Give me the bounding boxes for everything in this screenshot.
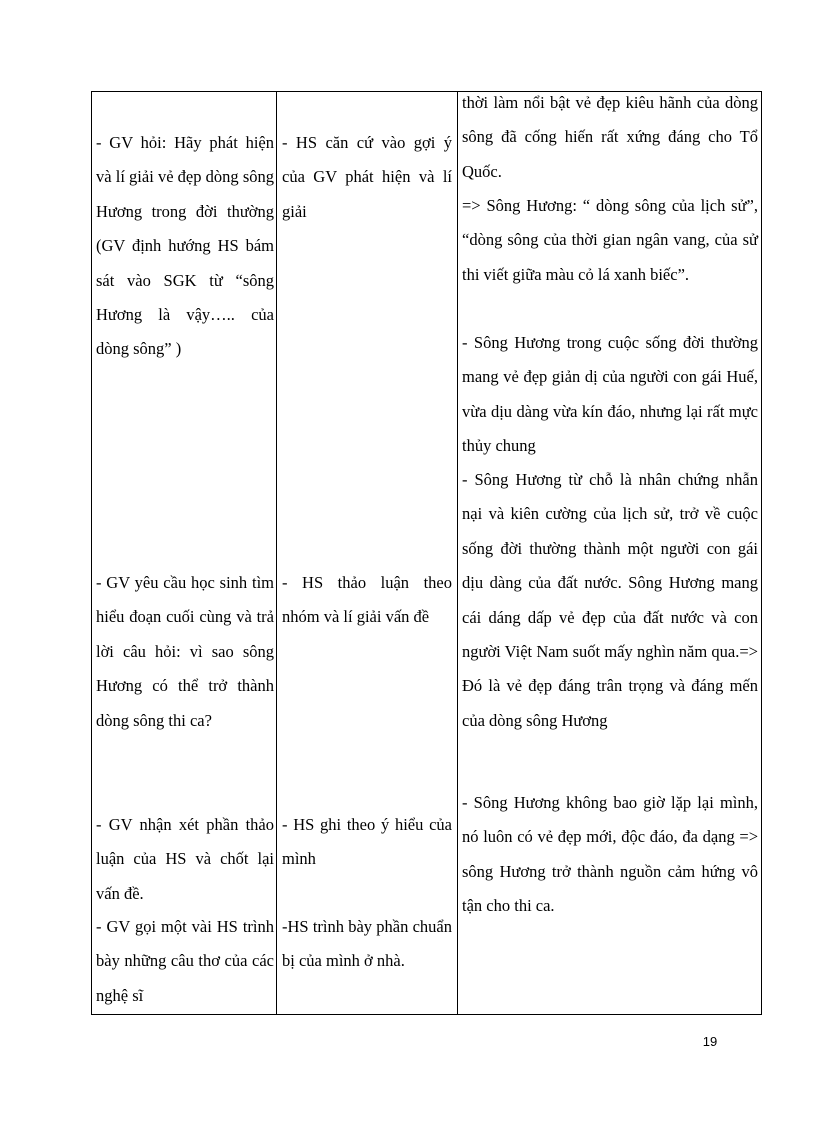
teacher-activity-2: - GV yêu cầu học sinh tìm hiểu đoạn cuối cùng và trả lời câu hỏi: vì sao sông Hương có thể trở thành dòng sông thi ca? <box>96 573 274 730</box>
content-paragraph-2: => Sông Hương: “ dòng sông của lịch sử”, “dòng sông của thời gian ngân vang, của sử thi viết giữa màu cỏ lá xanh biếc”. <box>462 196 758 284</box>
content-paragraph-3: - Sông Hương trong cuộc sống đời thường mang vẻ đẹp giản dị của người con gái Huế, vừa dịu dàng vừa kín đáo, nhưng lại rất mực thủy chung <box>462 333 758 456</box>
lesson-table <box>91 91 762 1015</box>
content-paragraph-4: - Sông Hương từ chỗ là nhân chứng nhẫn nại và kiên cường của lịch sử, trở về cuộc sống đời thường thành một người con gái dịu dàng của đất nước. Sông Hương mang cái dáng dấp vẻ đẹp của đất nước và con người Việt Nam suốt mấy nghìn năm qua.=> Đó là vẻ đẹp đáng trân trọng và đáng mến của dòng sông Hương <box>462 470 758 730</box>
student-activity-1: - HS căn cứ vào gợi ý của GV phát hiện và lí giải <box>282 133 452 221</box>
teacher-activity-3: - GV nhận xét phần thảo luận của HS và chốt lại vấn đề. <box>96 815 274 903</box>
page-number: 19 <box>702 1034 718 1049</box>
teacher-activity-1: - GV hỏi: Hãy phát hiện và lí giải vẻ đẹp dòng sông Hương trong đời thường (GV định hướng HS bám sát vào SGK từ “sông Hương là vậy….. của dòng sông” ) <box>96 133 274 359</box>
content-paragraph-5: - Sông Hương không bao giờ lặp lại mình, nó luôn có vẻ đẹp mới, độc đáo, đa dạng => sông Hương trở thành nguồn cảm hứng vô tận cho thi ca. <box>462 793 758 916</box>
student-activity-3: - HS ghi theo ý hiểu của mình <box>282 815 452 869</box>
student-activity-2: - HS thảo luận theo nhóm và lí giải vấn đề <box>282 573 452 627</box>
teacher-activity-4: - GV gọi một vài HS trình bày những câu thơ của các nghệ sĩ <box>96 917 274 1005</box>
student-activity-4: -HS trình bày phần chuẩn bị của mình ở nhà. <box>282 917 452 971</box>
column-divider-2 <box>457 92 458 1014</box>
content-paragraph-1: thời làm nổi bật vẻ đẹp kiêu hãnh của dòng sông đã cống hiến rất xứng đáng cho Tổ Quốc. <box>462 93 758 181</box>
column-divider-1 <box>276 92 277 1014</box>
